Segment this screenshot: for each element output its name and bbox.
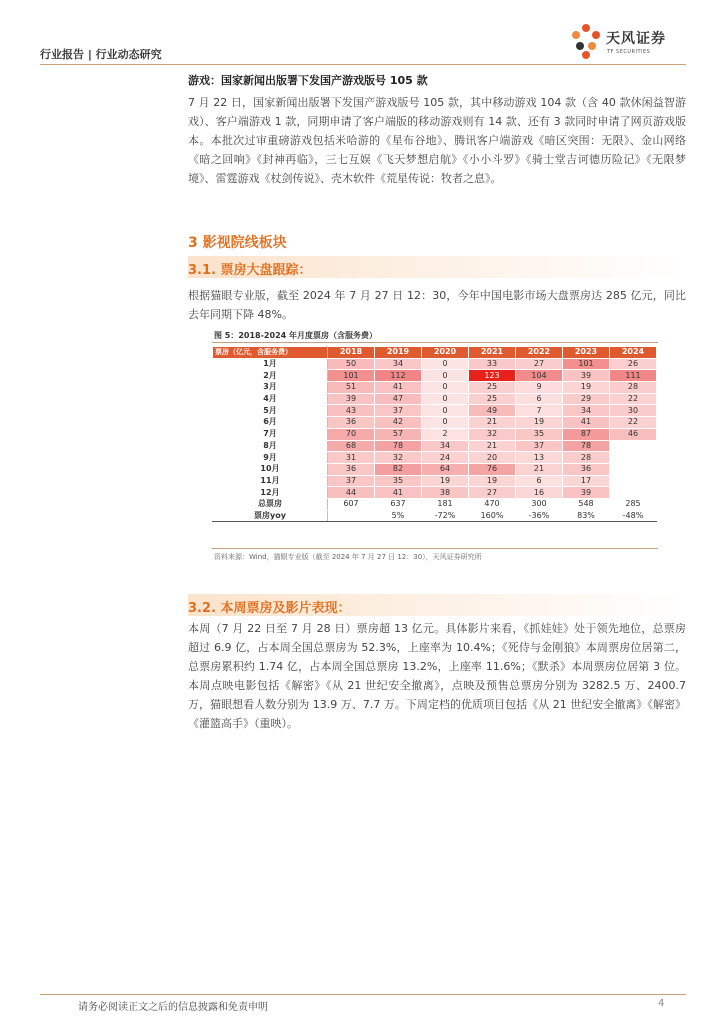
table-cell xyxy=(328,510,375,522)
games-heading: 游戏：国家新闻出版署下发国产游戏版号 105 款 xyxy=(188,74,428,87)
table-cell: 2 xyxy=(422,428,469,440)
table-cell: 470 xyxy=(469,498,516,510)
table-cell: 49 xyxy=(469,405,516,417)
table-cell: 43 xyxy=(328,405,375,417)
table-cell: -48% xyxy=(610,510,657,522)
table-cell: 47 xyxy=(375,393,422,405)
section-3-title: 3 影视院线板块 xyxy=(188,235,287,251)
table-cell: 9 xyxy=(516,382,563,394)
figure-source: 资料来源：Wind，猫眼专业版（截至 2024 年 7 月 27 日 12：30），天风证券研究所 xyxy=(214,553,482,561)
table-cell: 33 xyxy=(469,358,516,370)
table-body xyxy=(213,358,657,522)
table-cell: 19 xyxy=(563,382,610,394)
table-cell: 24 xyxy=(422,452,469,464)
year-header: 2019 xyxy=(375,347,422,359)
subsection-3-2-title: 3.2. 本周票房及影片表现： xyxy=(188,601,351,616)
table-cell: 6 xyxy=(516,475,563,487)
table-cell: 22 xyxy=(610,417,657,429)
table-row xyxy=(213,370,657,382)
table-row xyxy=(213,498,657,510)
table-cell: 41 xyxy=(375,382,422,394)
table-row xyxy=(213,358,657,370)
row-label: 11月 xyxy=(213,475,328,487)
logo-chinese-name: 天风证券 xyxy=(606,31,666,47)
disclaimer-note: 请务必阅读正文之后的信息披露和免责申明 xyxy=(78,1002,268,1013)
table-cell: 28 xyxy=(563,452,610,464)
table-cell: 19 xyxy=(516,417,563,429)
table-cell: 39 xyxy=(563,370,610,382)
table-cell: 0 xyxy=(422,370,469,382)
row-label: 1月 xyxy=(213,358,328,370)
table-cell xyxy=(610,452,657,464)
row-label: 票房yoy xyxy=(213,510,328,522)
report-category: 行业报告 | 行业动态研究 xyxy=(40,48,162,61)
year-header: 2018 xyxy=(328,347,375,359)
year-header: 2024 xyxy=(610,347,657,359)
table-cell: 36 xyxy=(563,463,610,475)
table-cell: 36 xyxy=(328,463,375,475)
company-logo xyxy=(568,22,688,62)
table-cell: 29 xyxy=(563,393,610,405)
table-cell: -36% xyxy=(516,510,563,522)
row-label: 3月 xyxy=(213,382,328,394)
table-cell: 101 xyxy=(328,370,375,382)
table-row xyxy=(213,405,657,417)
table-cell: 101 xyxy=(563,358,610,370)
table-cell: 83% xyxy=(563,510,610,522)
games-paragraph: 7 月 22 日，国家新闻出版署下发国产游戏版号 105 款，其中移动游戏 104 款（含 40 款休闲益智游戏）、客户端游戏 1 款，同期申请了客户端版的移动游戏则有 14 款、还有 3 款同时申请了网页游戏版本。本批次过审重磅游戏包括米哈游的《星布谷地》、腾讯客户端游戏《暗区突围：无限》、金山网络《暗之回响》《封神再临》，三七互娱《飞天梦想启航》《小小斗罗》《骑士堂吉诃德历险记》《无限梦境》、雷霆游戏《杖剑传说》、壳木软件《荒星传说：牧者之息》。 xyxy=(188,96,686,185)
table-cell: 34 xyxy=(563,405,610,417)
table-cell: 21 xyxy=(469,417,516,429)
row-label: 4月 xyxy=(213,393,328,405)
table-cell: 160% xyxy=(469,510,516,522)
table-cell: 82 xyxy=(375,463,422,475)
table-cell: 181 xyxy=(422,498,469,510)
table-cell: 300 xyxy=(516,498,563,510)
page-number: 4 xyxy=(658,998,665,1009)
table-cell: 548 xyxy=(563,498,610,510)
table-row xyxy=(213,463,657,475)
subsection-3-1-title: 3.1. 票房大盘跟踪： xyxy=(188,263,312,278)
year-header: 2021 xyxy=(469,347,516,359)
table-cell: 31 xyxy=(328,452,375,464)
table-cell: 26 xyxy=(610,358,657,370)
table-cell: 44 xyxy=(328,487,375,499)
table-cell: 0 xyxy=(422,393,469,405)
table-cell: 27 xyxy=(469,487,516,499)
table-cell: 123 xyxy=(469,370,516,382)
row-label: 7月 xyxy=(213,428,328,440)
table-cell: 25 xyxy=(469,382,516,394)
figure-bottom-rule xyxy=(212,548,658,549)
monthly-box-office-table xyxy=(212,346,657,522)
table-cell: 68 xyxy=(328,440,375,452)
table-cell: 41 xyxy=(375,487,422,499)
table-cell: 5% xyxy=(375,510,422,522)
table-cell: 22 xyxy=(610,393,657,405)
logo-mark-icon xyxy=(568,22,604,60)
table-cell: 36 xyxy=(328,417,375,429)
table-header-label: 票房（亿元，含服务费） xyxy=(213,347,328,359)
row-label: 2月 xyxy=(213,370,328,382)
table-cell xyxy=(610,463,657,475)
table-cell: 41 xyxy=(563,417,610,429)
logo-english-name: TF SECURITIES xyxy=(607,49,651,55)
table-cell: 64 xyxy=(422,463,469,475)
row-label: 12月 xyxy=(213,487,328,499)
year-header: 2023 xyxy=(563,347,610,359)
table-cell: 87 xyxy=(563,428,610,440)
table-row xyxy=(213,428,657,440)
figure-title: 图 5：2018-2024 年月度票房（含服务费） xyxy=(214,331,377,340)
table-cell: 30 xyxy=(610,405,657,417)
header-divider xyxy=(40,64,686,65)
table-cell: 34 xyxy=(375,358,422,370)
table-cell: 19 xyxy=(422,475,469,487)
figure-top-rule xyxy=(212,342,658,343)
table-cell: 21 xyxy=(469,440,516,452)
table-cell: 637 xyxy=(375,498,422,510)
table-cell: 21 xyxy=(516,463,563,475)
weekly-box-office-paragraph: 本周（7 月 22 日至 7 月 28 日）票房超 13 亿元。具体影片来看，《抓娃娃》处于领先地位，总票房超过 6.9 亿，占本周全国总票房为 52.3%，上座率为 10.4%；《死侍与金刚狼》本周票房位居第二，总票房累积约 1.74 亿，占本周全国总票房 13.2%，上座率 11.6%；《默杀》本周票房位居第 3 位。本周点映电影包括《解密》《从 21 世纪安全撤离》，点映及预售总票房分别为 3282.5 万、2400.7 万，猫眼想看人数分别为 13.9 万、7.7 万。下周定档的优质项目包括《从 21 世纪安全撤离》《解密》《灌篮高手》（重映）。 xyxy=(188,622,686,730)
table-cell: 19 xyxy=(469,475,516,487)
table-cell: 17 xyxy=(563,475,610,487)
table-cell: 112 xyxy=(375,370,422,382)
year-header: 2022 xyxy=(516,347,563,359)
table-cell: 16 xyxy=(516,487,563,499)
table-cell: 37 xyxy=(375,405,422,417)
table-cell: 6 xyxy=(516,393,563,405)
table-cell: 0 xyxy=(422,358,469,370)
table-cell: 607 xyxy=(328,498,375,510)
table-cell: 78 xyxy=(563,440,610,452)
table-row xyxy=(213,510,657,522)
table-cell: 46 xyxy=(610,428,657,440)
row-label: 5月 xyxy=(213,405,328,417)
table-row xyxy=(213,393,657,405)
row-label: 10月 xyxy=(213,463,328,475)
table-row xyxy=(213,417,657,429)
table-cell: 32 xyxy=(375,452,422,464)
row-label: 总票房 xyxy=(213,498,328,510)
table-cell xyxy=(610,440,657,452)
table-cell: 70 xyxy=(328,428,375,440)
table-cell: 35 xyxy=(516,428,563,440)
table-cell: 32 xyxy=(469,428,516,440)
table-cell xyxy=(610,475,657,487)
table-cell: 57 xyxy=(375,428,422,440)
table-cell: 39 xyxy=(563,487,610,499)
table-header-row xyxy=(213,347,657,359)
table-cell: 76 xyxy=(469,463,516,475)
box-office-paragraph: 根据猫眼专业版，截至 2024 年 7 月 27 日 12：30，今年中国电影市场大盘票房达 285 亿元，同比去年同期下降 48%。 xyxy=(188,289,686,321)
table-cell: 111 xyxy=(610,370,657,382)
table-cell: 50 xyxy=(328,358,375,370)
table-cell: 20 xyxy=(469,452,516,464)
row-label: 8月 xyxy=(213,440,328,452)
table-cell: 39 xyxy=(328,393,375,405)
table-cell: 37 xyxy=(516,440,563,452)
table-row xyxy=(213,440,657,452)
table-cell: 13 xyxy=(516,452,563,464)
table-cell: 37 xyxy=(328,475,375,487)
table-row xyxy=(213,487,657,499)
footer-divider xyxy=(40,994,686,995)
row-label: 9月 xyxy=(213,452,328,464)
table-cell: 51 xyxy=(328,382,375,394)
table-cell: 27 xyxy=(516,358,563,370)
table-cell: 35 xyxy=(375,475,422,487)
table-cell: 28 xyxy=(610,382,657,394)
table-cell: 78 xyxy=(375,440,422,452)
table-row xyxy=(213,475,657,487)
table-cell: 285 xyxy=(610,498,657,510)
table-cell: 104 xyxy=(516,370,563,382)
table-row xyxy=(213,382,657,394)
table-cell xyxy=(610,487,657,499)
table-cell: 0 xyxy=(422,382,469,394)
row-label: 6月 xyxy=(213,417,328,429)
table-cell: 7 xyxy=(516,405,563,417)
table-cell: 0 xyxy=(422,417,469,429)
table-cell: 38 xyxy=(422,487,469,499)
table-cell: 34 xyxy=(422,440,469,452)
table-cell: 25 xyxy=(469,393,516,405)
year-header: 2020 xyxy=(422,347,469,359)
table-row xyxy=(213,452,657,464)
table-cell: 0 xyxy=(422,405,469,417)
table-cell: 42 xyxy=(375,417,422,429)
table-cell: -72% xyxy=(422,510,469,522)
